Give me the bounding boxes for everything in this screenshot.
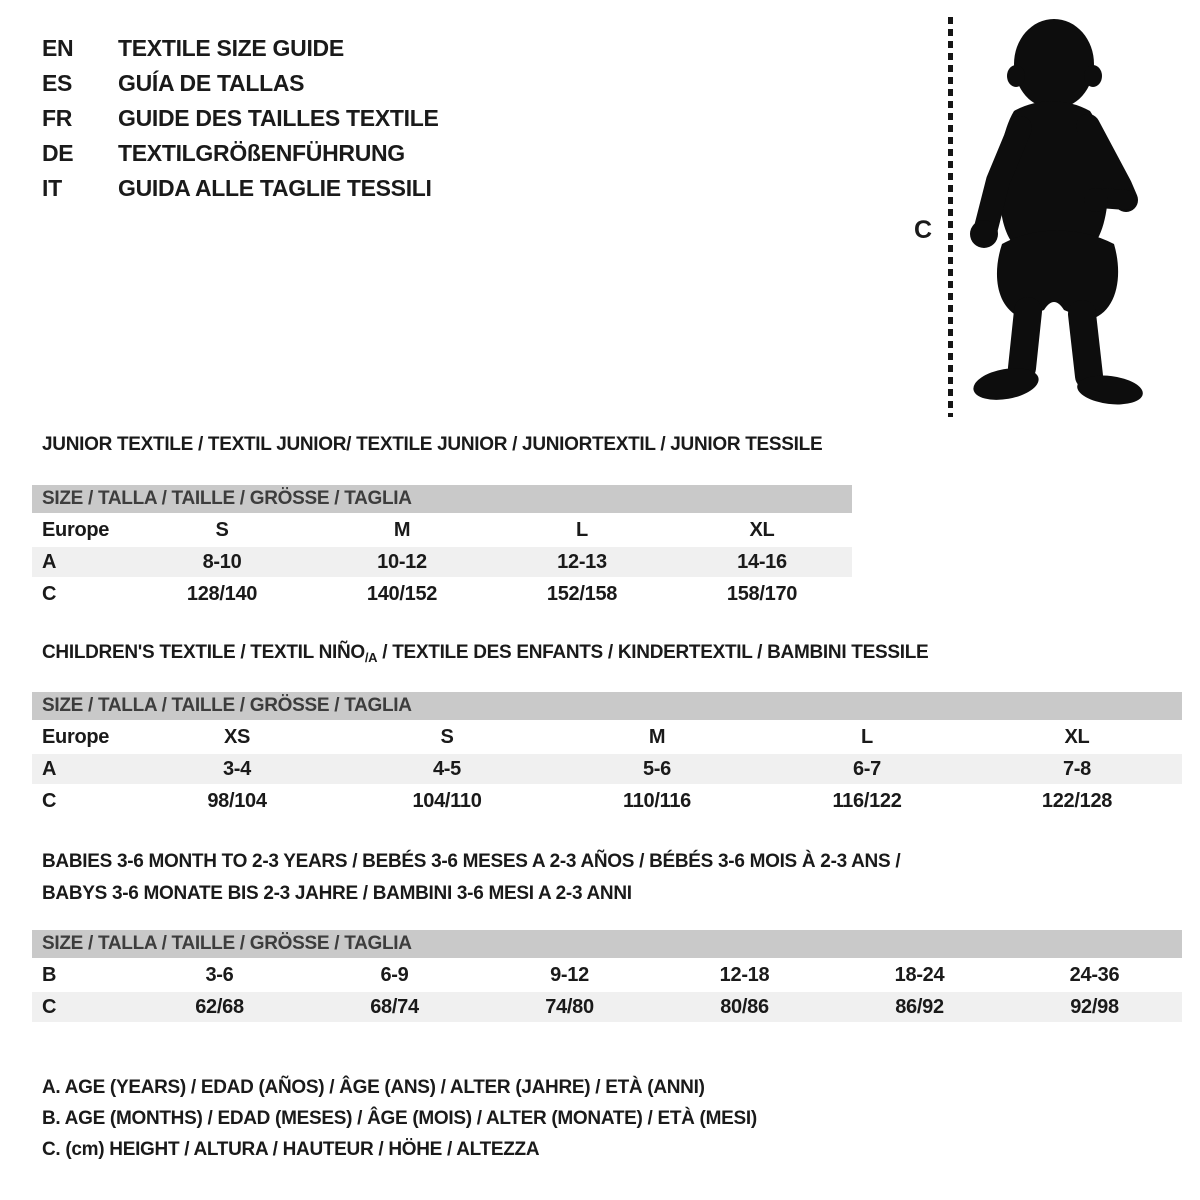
legend-line-a: A. AGE (YEARS) / EDAD (AÑOS) / ÂGE (ANS) / ALTER (JAHRE) / ETÀ (ANNI) xyxy=(42,1077,705,1098)
row-label: C xyxy=(42,996,57,1018)
size-cell: 18-24 xyxy=(894,964,945,986)
size-cell: 98/104 xyxy=(207,790,267,812)
row-label: B xyxy=(42,964,57,986)
language-code: DE xyxy=(42,140,74,166)
language-row xyxy=(42,171,439,206)
size-row-b xyxy=(32,960,1182,990)
size-cell: 14-16 xyxy=(737,551,787,573)
language-code: EN xyxy=(42,35,74,61)
toddler-silhouette-icon xyxy=(962,16,1152,416)
children-heading-suffix: / TEXTILE DES ENFANTS / KINDERTEXTIL / BAMBINI TESSILE xyxy=(377,642,929,663)
size-row-c xyxy=(32,992,1182,1022)
size-cell: 92/98 xyxy=(1070,996,1119,1018)
size-cell: 9-12 xyxy=(550,964,589,986)
row-label: Europe xyxy=(42,519,110,541)
language-row xyxy=(42,66,439,101)
height-marker-c: C xyxy=(914,216,932,244)
size-row-c xyxy=(32,786,1182,816)
size-cell: XL xyxy=(1064,726,1090,748)
size-cell: 24-36 xyxy=(1069,964,1120,986)
size-cell: XL xyxy=(749,519,775,541)
language-code: FR xyxy=(42,105,73,131)
size-cell: S xyxy=(440,726,454,748)
row-label: A xyxy=(42,758,57,780)
size-cell: 104/110 xyxy=(412,790,482,812)
size-cell: 3-4 xyxy=(222,758,251,780)
language-code: IT xyxy=(42,175,62,201)
size-cell: M xyxy=(648,726,666,748)
language-title: GUIDA ALLE TAGLIE TESSILI xyxy=(118,175,432,201)
children-size-table xyxy=(32,692,1182,818)
size-cell: L xyxy=(576,519,588,541)
size-cell: XS xyxy=(223,726,251,748)
size-cell: 110/116 xyxy=(623,790,691,812)
size-cell: 12-18 xyxy=(719,964,770,986)
language-title: GUIDE DES TAILLES TEXTILE xyxy=(118,105,439,131)
size-cell: 74/80 xyxy=(545,996,594,1018)
size-cell: 10-12 xyxy=(377,551,427,573)
legend-line-b: B. AGE (MONTHS) / EDAD (MESES) / ÂGE (MOIS) / ALTER (MONATE) / ETÀ (MESI) xyxy=(42,1108,757,1129)
size-cell: 68/74 xyxy=(370,996,419,1018)
children-section-heading xyxy=(42,642,928,665)
language-title: TEXTILGRÖßENFÜHRUNG xyxy=(118,140,405,166)
size-cell: 86/92 xyxy=(895,996,944,1018)
junior-size-table xyxy=(32,485,852,611)
babies-heading-line2: BABYS 3-6 MONATE BIS 2-3 JAHRE / BAMBINI 3-6 MESI A 2-3 ANNI xyxy=(42,883,632,904)
babies-heading-line1: BABIES 3-6 MONTH TO 2-3 YEARS / BEBÉS 3-6 MESES A 2-3 AÑOS / BÉBÉS 3-6 MOIS À 2-3 ANS / xyxy=(42,851,901,872)
row-label: C xyxy=(42,790,57,812)
size-row-a xyxy=(32,547,852,577)
row-label: Europe xyxy=(42,726,110,748)
size-row-europe xyxy=(32,515,852,545)
size-header-bar: SIZE / TALLA / TAILLE / GRÖSSE / TAGLIA xyxy=(32,692,1182,720)
language-code: ES xyxy=(42,70,73,96)
size-cell: M xyxy=(393,519,411,541)
height-dashed-line xyxy=(948,17,953,417)
size-cell: 3-6 xyxy=(205,964,234,986)
language-title: TEXTILE SIZE GUIDE xyxy=(118,35,344,61)
size-row-c xyxy=(32,579,852,609)
size-cell: 4-5 xyxy=(432,758,461,780)
row-label: C xyxy=(42,583,57,605)
children-heading-sub: /A xyxy=(364,650,378,665)
size-cell: 140/152 xyxy=(366,583,438,605)
size-cell: 116/122 xyxy=(832,790,902,812)
junior-section-heading: JUNIOR TEXTILE / TEXTIL JUNIOR/ TEXTILE JUNIOR / JUNIORTEXTIL / JUNIOR TESSILE xyxy=(42,434,823,455)
size-row-europe xyxy=(32,722,1182,752)
size-header-bar: SIZE / TALLA / TAILLE / GRÖSSE / TAGLIA xyxy=(32,930,1182,958)
babies-section-heading xyxy=(42,846,900,910)
size-cell: L xyxy=(861,726,873,748)
measurement-legend xyxy=(42,1072,757,1165)
size-cell: S xyxy=(215,519,229,541)
size-cell: 122/128 xyxy=(1041,790,1113,812)
babies-size-table xyxy=(32,930,1182,1024)
language-title: GUÍA DE TALLAS xyxy=(118,70,305,96)
size-cell: 8-10 xyxy=(202,551,242,573)
size-cell: 6-9 xyxy=(380,964,409,986)
language-row xyxy=(42,136,439,171)
size-cell: 80/86 xyxy=(720,996,769,1018)
language-row xyxy=(42,101,439,136)
language-title-list xyxy=(42,31,439,206)
size-cell: 158/170 xyxy=(726,583,798,605)
size-row-a xyxy=(32,754,1182,784)
size-cell: 6-7 xyxy=(852,758,881,780)
size-cell: 7-8 xyxy=(1062,758,1091,780)
size-cell: 62/68 xyxy=(195,996,244,1018)
size-header-bar: SIZE / TALLA / TAILLE / GRÖSSE / TAGLIA xyxy=(32,485,852,513)
row-label: A xyxy=(42,551,57,573)
size-cell: 152/158 xyxy=(546,583,618,605)
size-cell: 128/140 xyxy=(186,583,258,605)
legend-line-c: C. (cm) HEIGHT / ALTURA / HAUTEUR / HÖHE / ALTEZZA xyxy=(42,1139,540,1160)
size-cell: 12-13 xyxy=(557,551,607,573)
size-cell: 5-6 xyxy=(642,758,671,780)
children-heading-prefix: CHILDREN'S TEXTILE / TEXTIL NIÑO xyxy=(42,642,365,663)
language-row xyxy=(42,31,439,66)
